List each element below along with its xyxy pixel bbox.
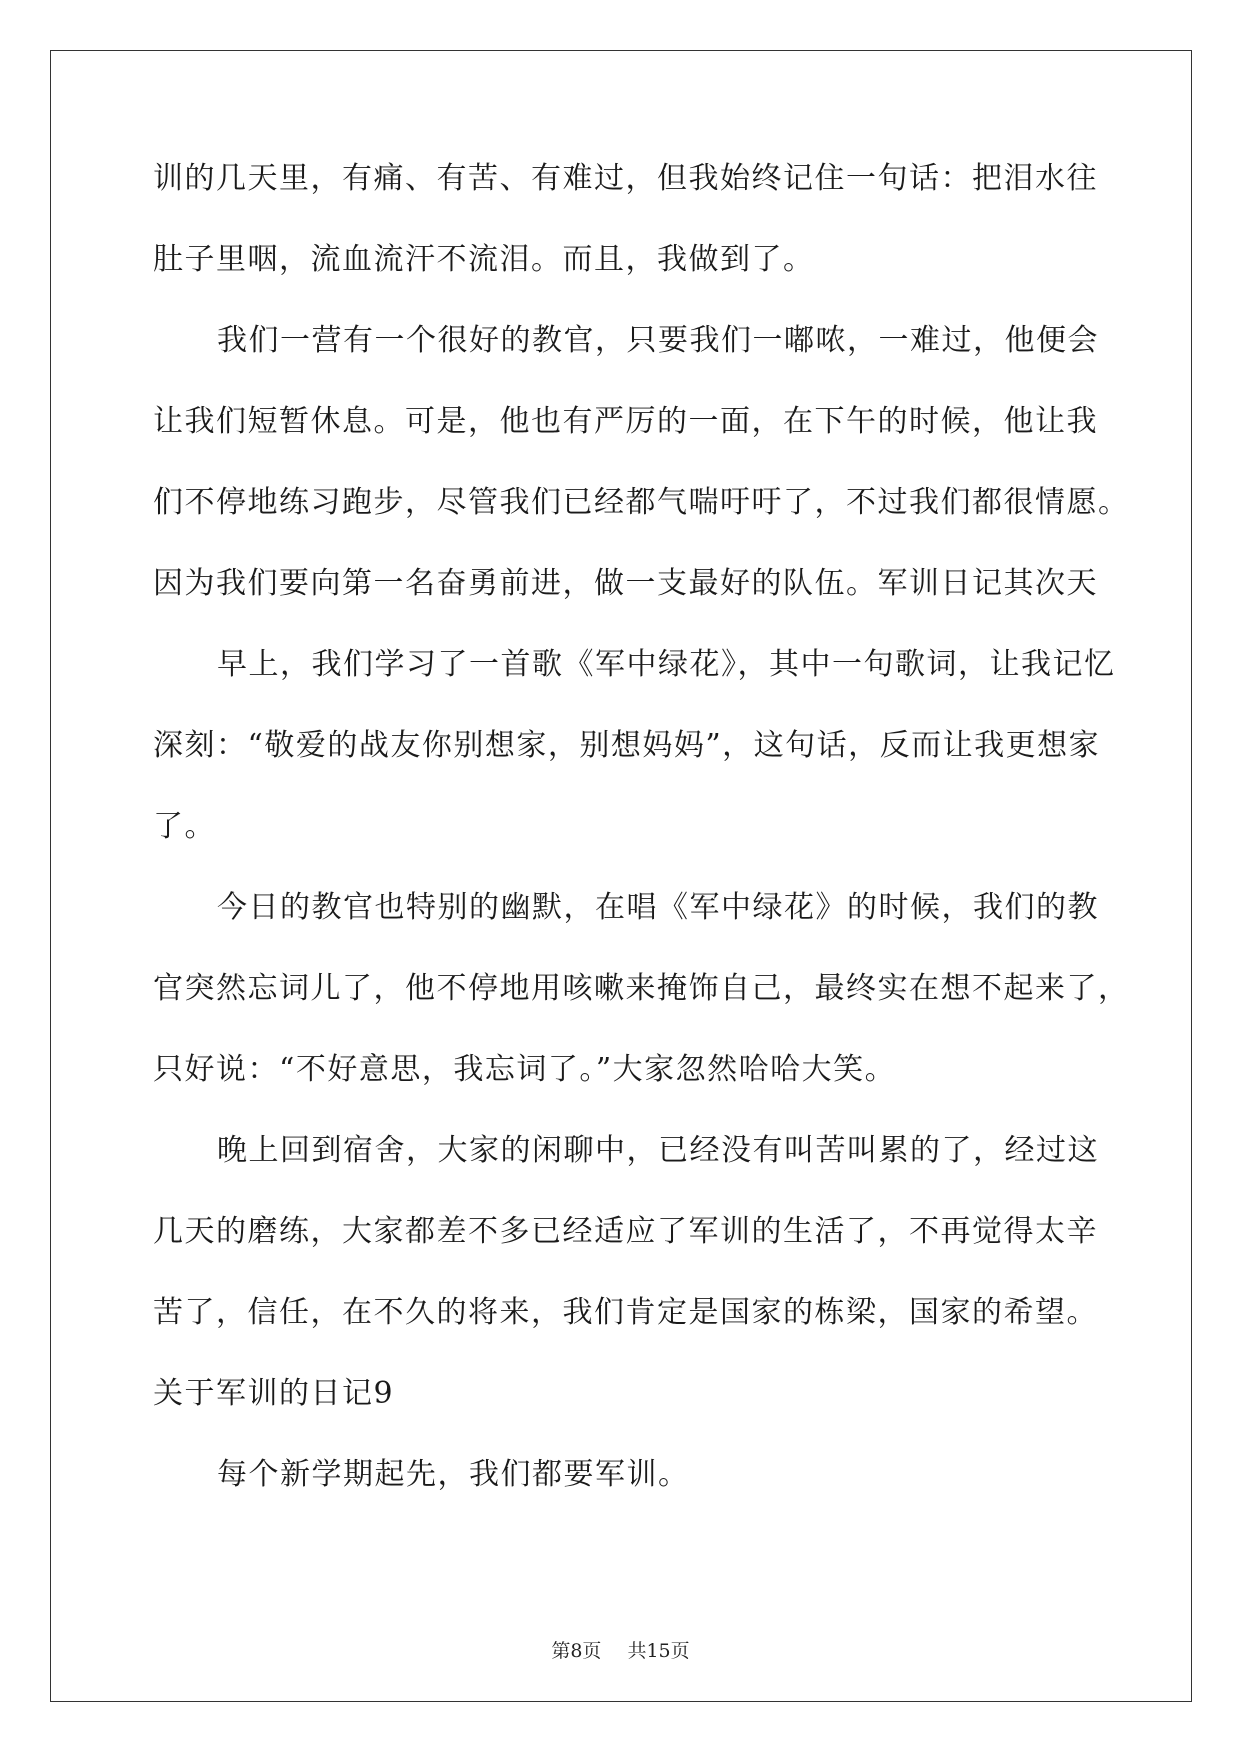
- text-line: 了。: [153, 809, 216, 844]
- paragraph-start: 早上，我们学习了一首歌《军中绿花》，其中一句歌词，让我记忆: [217, 647, 1116, 682]
- page-footer: [0, 1636, 1241, 1663]
- text-line: 肚子里咽，流血流汗不流泪。而且，我做到了。: [153, 242, 815, 277]
- text-line: 们不停地练习跑步，尽管我们已经都气喘吁吁了，不过我们都很情愿。: [153, 485, 1130, 520]
- text-line: 让我们短暂休息。可是，他也有严厉的一面，在下午的时候，他让我: [153, 404, 1098, 439]
- page-total: 共15页: [627, 1640, 690, 1662]
- paragraph-start: 每个新学期起先，我们都要军训。: [217, 1457, 690, 1492]
- text-line: 只好说：“不好意思，我忘词了。”大家忽然哈哈大笑。: [153, 1052, 897, 1087]
- text-line: 苦了，信任，在不久的将来，我们肯定是国家的栋梁，国家的希望。: [153, 1295, 1098, 1330]
- text-line: 深刻：“敬爱的战友你别想家，别想妈妈”，这句话，反而让我更想家: [153, 728, 1101, 763]
- paragraph-start: 我们一营有一个很好的教官，只要我们一嘟哝，一难过，他便会: [217, 323, 1099, 358]
- paragraph-start: 晚上回到宿舍，大家的闲聊中，已经没有叫苦叫累的了，经过这: [217, 1133, 1099, 1168]
- paragraph-start: 今日的教官也特别的幽默，在唱《军中绿花》的时候，我们的教: [217, 890, 1099, 925]
- section-heading: 关于军训的日记9: [153, 1376, 395, 1411]
- page-number: 第8页: [551, 1640, 602, 1662]
- text-line: 训的几天里，有痛、有苦、有难过，但我始终记住一句话：把泪水往: [153, 161, 1098, 196]
- document-body: [153, 160, 1130, 1537]
- text-line: 几天的磨练，大家都差不多已经适应了军训的生活了，不再觉得太辛: [153, 1214, 1098, 1249]
- text-line: 官突然忘词儿了，他不停地用咳嗽来掩饰自己，最终实在想不起来了，: [153, 971, 1130, 1006]
- text-line: 因为我们要向第一名奋勇前进，做一支最好的队伍。军训日记其次天: [153, 566, 1098, 601]
